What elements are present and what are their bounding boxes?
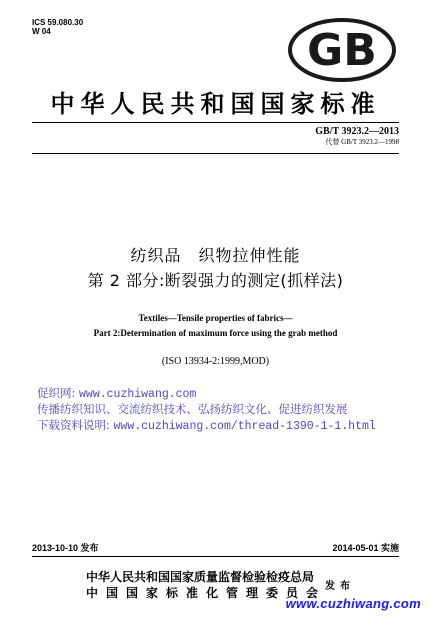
watermark-site-label: 促织网: [37, 386, 76, 400]
code-divider [32, 153, 399, 154]
top-divider [32, 122, 399, 123]
watermark-site-link[interactable]: www.cuzhiwang.com [79, 388, 197, 401]
replaces-note: 代替 GB/T 3923.2—1998 [325, 138, 399, 146]
standard-title: 中华人民共和国国家标准 [50, 89, 381, 118]
gb-logo-icon [288, 18, 396, 82]
classification-codes [32, 18, 83, 36]
watermark-line3 [37, 417, 376, 435]
title-en-line2: Part 2:Determination of maximum force using the grab method [93, 328, 338, 338]
ics-code: ICS 59.080.30 [32, 18, 84, 27]
publish-label: 发布 [325, 581, 355, 592]
standard-number: GB/T 3923.2—2013 [315, 126, 399, 137]
ccs-code: W 04 [32, 27, 51, 36]
title-cn-line1: 纺织品 织物拉伸性能 [130, 246, 301, 265]
implementation-date: 2014-05-01 实施 [332, 543, 399, 553]
issue-date: 2013-10-10 发布 [32, 543, 99, 553]
issuer-line2: 中国国家标准化管理委员会 [86, 586, 327, 600]
watermark-download-link[interactable]: www.cuzhiwang.com/thread-1390-1-1.html [113, 420, 376, 433]
bottom-divider [32, 556, 399, 557]
standard-code-block [315, 126, 399, 147]
issuer-line1: 中华人民共和国国家质量监督检验检疫总局 [86, 570, 315, 584]
footer-site-link[interactable]: www.cuzhiwang.com [285, 596, 421, 611]
title-en-line1: Textiles—Tensile properties of fabrics— [138, 313, 293, 323]
logo-text: GB [307, 25, 377, 76]
iso-reference: (ISO 13934-2:1999,MOD) [161, 356, 270, 367]
watermark-download-label: 下载资料说明: [37, 418, 110, 432]
watermark-slogan: 传播纺织知识、交流纺织技术、弘扬纺织文化、促进纺织发展 [37, 402, 348, 416]
title-cn-line2: 第 2 部分:断裂强力的测定(抓样法) [87, 271, 344, 290]
